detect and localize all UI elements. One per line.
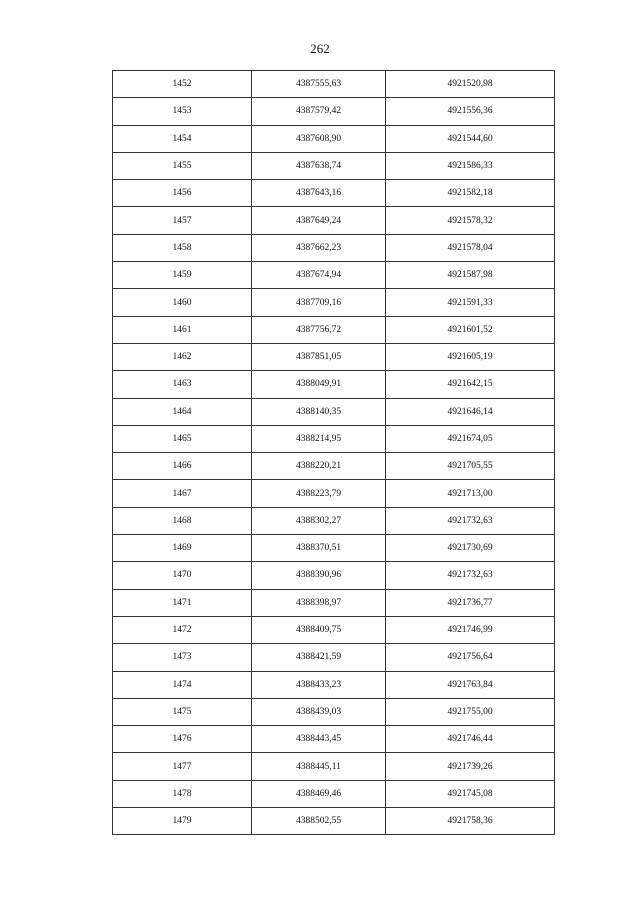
y-coordinate-cell: 4921586,33: [386, 152, 555, 179]
y-coordinate-cell: 4921578,04: [386, 234, 555, 261]
y-coordinate-cell: 4921732,63: [386, 562, 555, 589]
table-row: [113, 71, 555, 98]
y-coordinate-cell: 4921520,98: [386, 71, 555, 98]
table-row: [113, 371, 555, 398]
x-coordinate-cell: 4387579,42: [252, 98, 386, 125]
point-number-cell: 1452: [113, 71, 252, 98]
x-coordinate-cell: 4388398,97: [252, 589, 386, 616]
table-row: [113, 616, 555, 643]
x-coordinate-cell: 4388140,35: [252, 398, 386, 425]
table-row: [113, 343, 555, 370]
y-coordinate-cell: 4921605,19: [386, 343, 555, 370]
table-row: [113, 726, 555, 753]
table-row: [113, 808, 555, 835]
y-coordinate-cell: 4921582,18: [386, 180, 555, 207]
table-row: [113, 398, 555, 425]
table-row: [113, 562, 555, 589]
y-coordinate-cell: 4921642,15: [386, 371, 555, 398]
point-number-cell: 1464: [113, 398, 252, 425]
x-coordinate-cell: 4387674,94: [252, 262, 386, 289]
x-coordinate-cell: 4387756,72: [252, 316, 386, 343]
y-coordinate-cell: 4921758,36: [386, 808, 555, 835]
point-number-cell: 1465: [113, 425, 252, 452]
page-number: 262: [310, 41, 330, 56]
x-coordinate-cell: 4387555,63: [252, 71, 386, 98]
y-coordinate-cell: 4921745,08: [386, 780, 555, 807]
y-coordinate-cell: 4921736,77: [386, 589, 555, 616]
x-coordinate-cell: 4388433,23: [252, 671, 386, 698]
x-coordinate-cell: 4388409,75: [252, 616, 386, 643]
point-number-cell: 1475: [113, 698, 252, 725]
point-number-cell: 1461: [113, 316, 252, 343]
point-number-cell: 1471: [113, 589, 252, 616]
x-coordinate-cell: 4388049,91: [252, 371, 386, 398]
y-coordinate-cell: 4921732,63: [386, 507, 555, 534]
table-row: [113, 453, 555, 480]
table-row: [113, 98, 555, 125]
table-row: [113, 780, 555, 807]
x-coordinate-cell: 4388445,11: [252, 753, 386, 780]
table-row: [113, 507, 555, 534]
y-coordinate-cell: 4921705,55: [386, 453, 555, 480]
point-number-cell: 1472: [113, 616, 252, 643]
coordinates-table: [112, 70, 555, 835]
point-number-cell: 1478: [113, 780, 252, 807]
table-row: [113, 152, 555, 179]
table-row: [113, 207, 555, 234]
x-coordinate-cell: 4387662,23: [252, 234, 386, 261]
y-coordinate-cell: 4921755,00: [386, 698, 555, 725]
point-number-cell: 1457: [113, 207, 252, 234]
coordinates-table-body: [113, 71, 555, 835]
point-number-cell: 1479: [113, 808, 252, 835]
point-number-cell: 1455: [113, 152, 252, 179]
table-row: [113, 425, 555, 452]
x-coordinate-cell: 4387643,16: [252, 180, 386, 207]
table-row: [113, 289, 555, 316]
table-row: [113, 671, 555, 698]
y-coordinate-cell: 4921591,33: [386, 289, 555, 316]
table-row: [113, 535, 555, 562]
x-coordinate-cell: 4388370,51: [252, 535, 386, 562]
x-coordinate-cell: 4388220,21: [252, 453, 386, 480]
point-number-cell: 1456: [113, 180, 252, 207]
point-number-cell: 1463: [113, 371, 252, 398]
y-coordinate-cell: 4921730,69: [386, 535, 555, 562]
y-coordinate-cell: 4921746,44: [386, 726, 555, 753]
y-coordinate-cell: 4921739,26: [386, 753, 555, 780]
x-coordinate-cell: 4388469,46: [252, 780, 386, 807]
table-row: [113, 589, 555, 616]
table-row: [113, 698, 555, 725]
point-number-cell: 1460: [113, 289, 252, 316]
y-coordinate-cell: 4921756,64: [386, 644, 555, 671]
point-number-cell: 1467: [113, 480, 252, 507]
point-number-cell: 1453: [113, 98, 252, 125]
y-coordinate-cell: 4921556,36: [386, 98, 555, 125]
point-number-cell: 1459: [113, 262, 252, 289]
y-coordinate-cell: 4921578,32: [386, 207, 555, 234]
point-number-cell: 1474: [113, 671, 252, 698]
x-coordinate-cell: 4388439,03: [252, 698, 386, 725]
y-coordinate-cell: 4921713,00: [386, 480, 555, 507]
y-coordinate-cell: 4921601,52: [386, 316, 555, 343]
point-number-cell: 1468: [113, 507, 252, 534]
point-number-cell: 1473: [113, 644, 252, 671]
table-row: [113, 180, 555, 207]
x-coordinate-cell: 4387608,90: [252, 125, 386, 152]
x-coordinate-cell: 4388302,27: [252, 507, 386, 534]
x-coordinate-cell: 4388223,79: [252, 480, 386, 507]
table-row: [113, 234, 555, 261]
x-coordinate-cell: 4387709,16: [252, 289, 386, 316]
point-number-cell: 1466: [113, 453, 252, 480]
table-row: [113, 262, 555, 289]
y-coordinate-cell: 4921746,99: [386, 616, 555, 643]
x-coordinate-cell: 4387638,74: [252, 152, 386, 179]
y-coordinate-cell: 4921646,14: [386, 398, 555, 425]
y-coordinate-cell: 4921587,98: [386, 262, 555, 289]
x-coordinate-cell: 4387649,24: [252, 207, 386, 234]
table-row: [113, 125, 555, 152]
table-row: [113, 316, 555, 343]
point-number-cell: 1476: [113, 726, 252, 753]
y-coordinate-cell: 4921544,60: [386, 125, 555, 152]
point-number-cell: 1462: [113, 343, 252, 370]
x-coordinate-cell: 4388214,95: [252, 425, 386, 452]
y-coordinate-cell: 4921763,84: [386, 671, 555, 698]
y-coordinate-cell: 4921674,05: [386, 425, 555, 452]
x-coordinate-cell: 4388502,55: [252, 808, 386, 835]
point-number-cell: 1458: [113, 234, 252, 261]
x-coordinate-cell: 4387851,05: [252, 343, 386, 370]
point-number-cell: 1469: [113, 535, 252, 562]
x-coordinate-cell: 4388443,45: [252, 726, 386, 753]
x-coordinate-cell: 4388390,96: [252, 562, 386, 589]
x-coordinate-cell: 4388421,59: [252, 644, 386, 671]
table-row: [113, 480, 555, 507]
table-row: [113, 644, 555, 671]
point-number-cell: 1470: [113, 562, 252, 589]
table-row: [113, 753, 555, 780]
point-number-cell: 1477: [113, 753, 252, 780]
point-number-cell: 1454: [113, 125, 252, 152]
